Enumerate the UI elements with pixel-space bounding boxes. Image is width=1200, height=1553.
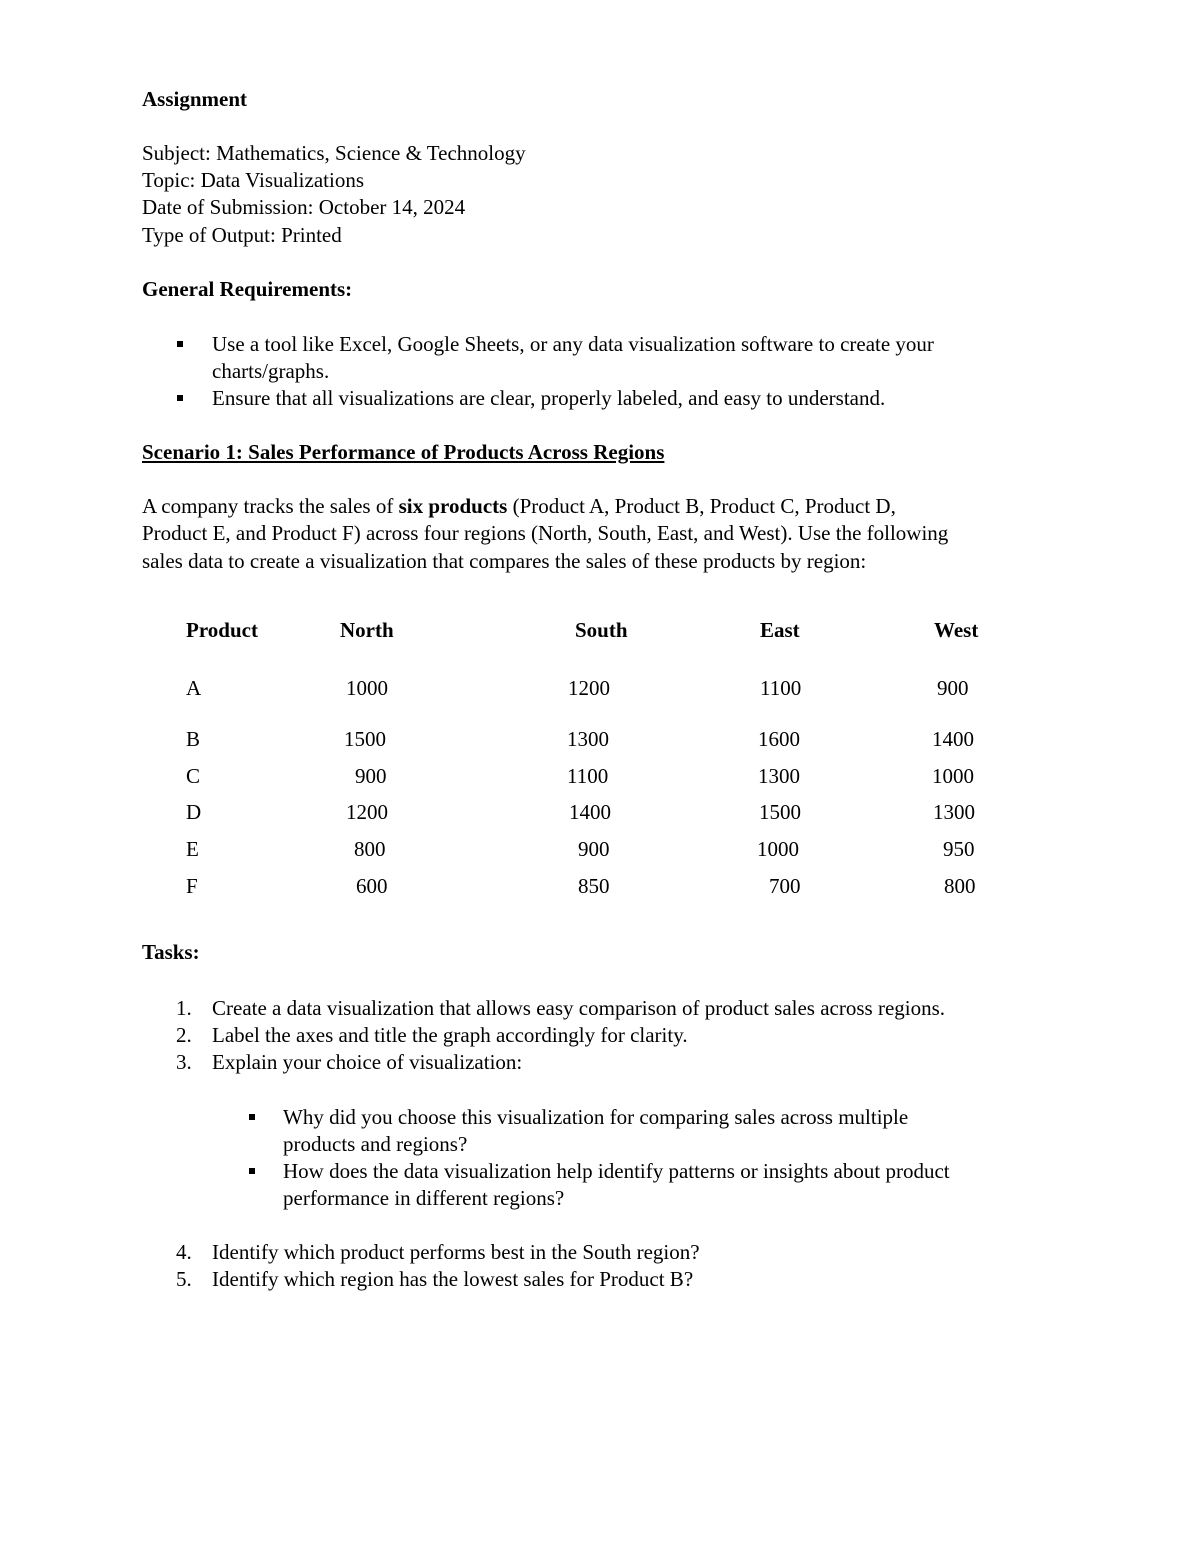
requirement-2: Ensure that all visualizations are clear, properly labeled, and easy to understand. [212,386,886,410]
bullet-icon [177,395,183,401]
subtask-2-line-1: How does the data visualization help identify patterns or insights about product [283,1159,950,1183]
subtask-1-line-1: Why did you choose this visualization for comparing sales across multiple [283,1105,909,1129]
scenario-heading: Scenario 1: Sales Performance of Products Across Regions [142,440,665,464]
task-4: Identify which product performs best in the South region? [212,1240,700,1264]
table-cell-south: 1400 [569,800,611,824]
table-cell-east: 1600 [758,727,800,751]
task-1: Create a data visualization that allows easy comparison of product sales across regions. [212,996,946,1020]
table-header-east: East [760,618,800,642]
table-cell-product: D [186,800,202,824]
topic-line: Topic: Data Visualizations [142,168,364,192]
general-requirements-heading: General Requirements: [142,277,353,301]
table-cell-west: 1000 [932,764,974,788]
bullet-icon [177,341,183,347]
task-number: 5. [176,1267,192,1291]
table-cell-east: 1100 [760,676,802,700]
table-cell-west: 900 [937,676,969,700]
bullet-icon [249,1114,255,1120]
table-header-west: West [934,618,979,642]
table-cell-south: 900 [578,837,610,861]
date-line: Date of Submission: October 14, 2024 [142,195,466,219]
requirement-1-line-2: charts/graphs. [212,359,330,383]
table-cell-east: 700 [769,874,801,898]
requirement-1-line-1: Use a tool like Excel, Google Sheets, or any data visualization software to create your [212,332,934,356]
table-cell-south: 1100 [567,764,609,788]
task-5: Identify which region has the lowest sales for Product B? [212,1267,694,1291]
table-cell-west: 950 [943,837,975,861]
task-number: 1. [176,996,192,1020]
table-cell-product: C [186,764,201,788]
table-cell-north: 800 [354,837,386,861]
scenario-text: A company tracks the sales of [142,494,399,518]
table-cell-east: 1000 [757,837,799,861]
task-number: 2. [176,1023,192,1047]
table-cell-north: 1500 [344,727,386,751]
scenario-emphasis: six products [398,494,508,518]
subtask-1-line-2: products and regions? [283,1132,468,1156]
table-header-south: South [575,618,628,642]
subject-line: Subject: Mathematics, Science & Technology [142,141,526,165]
table-cell-north: 1000 [346,676,388,700]
table-cell-east: 1500 [759,800,801,824]
table-cell-south: 1200 [568,676,610,700]
table-header-north: North [340,618,394,642]
table-cell-product: E [186,837,199,861]
task-number: 3. [176,1050,192,1074]
task-number: 4. [176,1240,192,1264]
task-3: Explain your choice of visualization: [212,1050,523,1074]
table-cell-west: 1400 [932,727,974,751]
table-cell-west: 800 [944,874,976,898]
subtask-2-line-2: performance in different regions? [283,1186,565,1210]
scenario-text: (Product A, Product B, Product C, Product D, [507,494,896,518]
table-cell-product: F [186,874,198,898]
table-cell-south: 1300 [567,727,609,751]
task-2: Label the axes and title the graph accordingly for clarity. [212,1023,688,1047]
table-cell-west: 1300 [933,800,975,824]
bullet-icon [249,1168,255,1174]
scenario-paragraph-line-2: Product E, and Product F) across four regions (North, South, East, and West). Use the following [142,521,949,545]
table-cell-south: 850 [578,874,610,898]
table-cell-north: 1200 [346,800,388,824]
table-cell-north: 600 [356,874,388,898]
output-line: Type of Output: Printed [142,223,342,247]
page-title: Assignment [142,87,248,111]
table-cell-product: B [186,727,201,751]
table-cell-product: A [186,676,202,700]
tasks-heading: Tasks: [142,940,200,964]
scenario-paragraph-line-3: sales data to create a visualization that compares the sales of these products by region: [142,549,867,573]
scenario-paragraph-line-1 [142,496,896,517]
table-header-product: Product [186,618,258,642]
table-cell-north: 900 [355,764,387,788]
table-cell-east: 1300 [758,764,800,788]
